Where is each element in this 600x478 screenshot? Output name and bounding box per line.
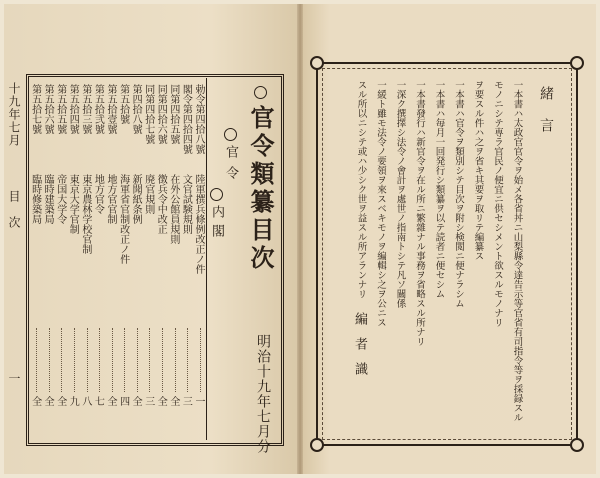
dotted-leader xyxy=(162,328,163,392)
toc-entry-number: 第五拾壹號 xyxy=(104,84,116,134)
toc-entry xyxy=(68,78,81,440)
toc-entry-subject: 廃官規則 xyxy=(142,174,154,214)
toc-entry xyxy=(118,78,131,440)
toc-entry-subject: 海軍省官制改正ノ件 xyxy=(117,174,129,264)
preface-line: 一緩ト雖モ法令ノ要領ヲ來スベキモノヲ編輯シ之ヲ公ニス xyxy=(375,80,386,327)
issue-period: 明治十九年七月分 xyxy=(255,334,271,454)
toc-entry-number: 閣令第四拾四號 xyxy=(180,84,192,154)
dotted-leader xyxy=(61,328,62,392)
circle-marker-icon xyxy=(224,128,237,141)
toc-entry-page: 三 xyxy=(180,396,192,406)
toc-entry-page: 全 xyxy=(104,396,116,406)
toc-entry xyxy=(181,78,194,440)
dotted-leader xyxy=(124,328,125,392)
toc-entry xyxy=(55,78,68,440)
toc-entry xyxy=(168,78,181,440)
toc-entry-number: 第五拾弐號 xyxy=(92,84,104,134)
dotted-leader xyxy=(187,328,188,392)
toc-entry-page: 三 xyxy=(142,396,154,406)
toc-title xyxy=(243,86,278,273)
toc-entry-subject: 陸軍撰兵條例改正ノ件 xyxy=(192,174,204,274)
toc-entry-number: 第五拾七號 xyxy=(29,84,41,134)
running-head: 十九年七月 xyxy=(7,82,21,147)
preface-line: 一深ク撰擇シ法令ノ會計ヲ處世ノ指南トシテ凡ソ關係 xyxy=(394,80,406,308)
toc-entry-number: 勅令第四拾八號 xyxy=(192,84,204,154)
page-number: 一 xyxy=(7,372,21,384)
dotted-leader xyxy=(87,328,88,392)
toc-entry-number: 第五拾五號 xyxy=(54,84,66,134)
toc-entry-number: 同第四拾七號 xyxy=(142,84,154,144)
dotted-leader xyxy=(49,328,50,392)
toc-entry xyxy=(80,78,93,440)
preface-line: 一本書ハ太政官官令ヲ始メ各省丼ニ山梨縣令達告示等官省有司指令等ヲ採録スル xyxy=(511,80,523,422)
toc-entry xyxy=(193,78,206,440)
dotted-leader xyxy=(112,328,113,392)
toc-entry-number: 同第四拾六號 xyxy=(155,84,167,144)
preface-heading: 緒言 xyxy=(538,86,554,150)
toc-entry xyxy=(30,78,43,440)
toc-entry-subject: 地方官官制 xyxy=(104,174,116,224)
toc-entry-subject: 臨時建築局 xyxy=(42,174,54,224)
toc-entry-page: 全 xyxy=(167,396,179,406)
toc-entry-subject: 東京大学官制 xyxy=(67,174,79,234)
toc-entry-page: 全 xyxy=(54,396,66,406)
toc-entry-page: 一 xyxy=(192,396,204,406)
preface-signature: 編者識 xyxy=(352,312,367,387)
toc-entry xyxy=(93,78,106,440)
toc-title-text: 官令類纂目次 xyxy=(246,105,275,273)
dotted-leader xyxy=(36,328,37,392)
toc-entry-subject: 地方官令 xyxy=(92,174,104,214)
circle-marker-icon xyxy=(254,86,267,99)
toc-entry-page: 九 xyxy=(67,396,79,406)
toc-entry-page: 全 xyxy=(29,396,41,406)
section-official-orders: 官令 xyxy=(221,128,240,187)
contents-list xyxy=(30,78,206,440)
dotted-leader xyxy=(137,328,138,392)
toc-entry xyxy=(143,78,156,440)
toc-entry-page: 八 xyxy=(79,396,91,406)
preface-line: 一本書ハ毎月一回発行シ類纂ヲ以テ読者ニ便セシム xyxy=(433,80,445,299)
toc-entry-subject: 東京農林学校官制 xyxy=(79,174,91,254)
toc-entry-subject: 臨時修築局 xyxy=(29,174,41,224)
toc-entry-number: 第五拾三號 xyxy=(79,84,91,134)
toc-entry-number: 同第四拾五號 xyxy=(167,84,179,144)
toc-entry xyxy=(105,78,118,440)
toc-entry-subject: 新聞紙条例 xyxy=(130,174,142,224)
book-gutter xyxy=(297,4,303,474)
ornament-icon xyxy=(570,56,584,70)
dotted-leader xyxy=(149,328,150,392)
toc-entry-number: 第五拾四號 xyxy=(67,84,79,134)
toc-entry-number: 第四拾八號 xyxy=(130,84,142,134)
ornament-icon xyxy=(310,56,324,70)
toc-entry-subject: 徴兵令中改正 xyxy=(155,174,167,234)
toc-entry xyxy=(43,78,56,440)
preface-line: スル所以ニシテ或ハ少シク世ヲ益スル所アランナリ xyxy=(355,80,367,299)
preface-line: 一本書發行ハ新官令ヲ在ル所ニ繁雜ナル事務ヲ省略スル所ナリ xyxy=(414,80,425,346)
toc-entry-page: 全 xyxy=(155,396,167,406)
dotted-leader xyxy=(99,328,100,392)
toc-entry-page: 四 xyxy=(117,396,129,406)
toc-entry xyxy=(156,78,169,440)
toc-entry xyxy=(131,78,144,440)
preface-line: モノニシテ専ラ官民ノ便宜ニ供セシメント欲スルモノナリ xyxy=(492,80,503,327)
toc-entry-number: 第五拾六號 xyxy=(42,84,54,134)
preface-line: ヲ要スル件ハ之ヲ省キ其要ヲ取リテ編纂ス xyxy=(472,80,484,261)
toc-entry-page: 全 xyxy=(42,396,54,406)
ornament-icon xyxy=(570,438,584,452)
preface-line: 一本書ハ官令ヲ類別シテ目次ヲ附シ検閲ニ便ナラシム xyxy=(453,80,464,308)
title-panel xyxy=(206,78,279,454)
ornament-icon xyxy=(310,438,324,452)
toc-entry-page: 全 xyxy=(130,396,142,406)
toc-entry-subject: 帝国大学令 xyxy=(54,174,66,224)
running-head-contents: 目次 xyxy=(7,190,21,242)
toc-entry-number: 第五拾號 xyxy=(117,84,129,124)
dotted-leader xyxy=(74,328,75,392)
toc-entry-subject: 在外公館員規則 xyxy=(167,174,179,244)
section-cabinet: 内閣 xyxy=(207,188,226,243)
toc-entry-page: 七 xyxy=(92,396,104,406)
dotted-leader xyxy=(200,328,201,392)
dotted-leader xyxy=(175,328,176,392)
toc-entry-subject: 文官試験規則 xyxy=(180,174,192,234)
circle-marker-icon xyxy=(210,188,223,201)
